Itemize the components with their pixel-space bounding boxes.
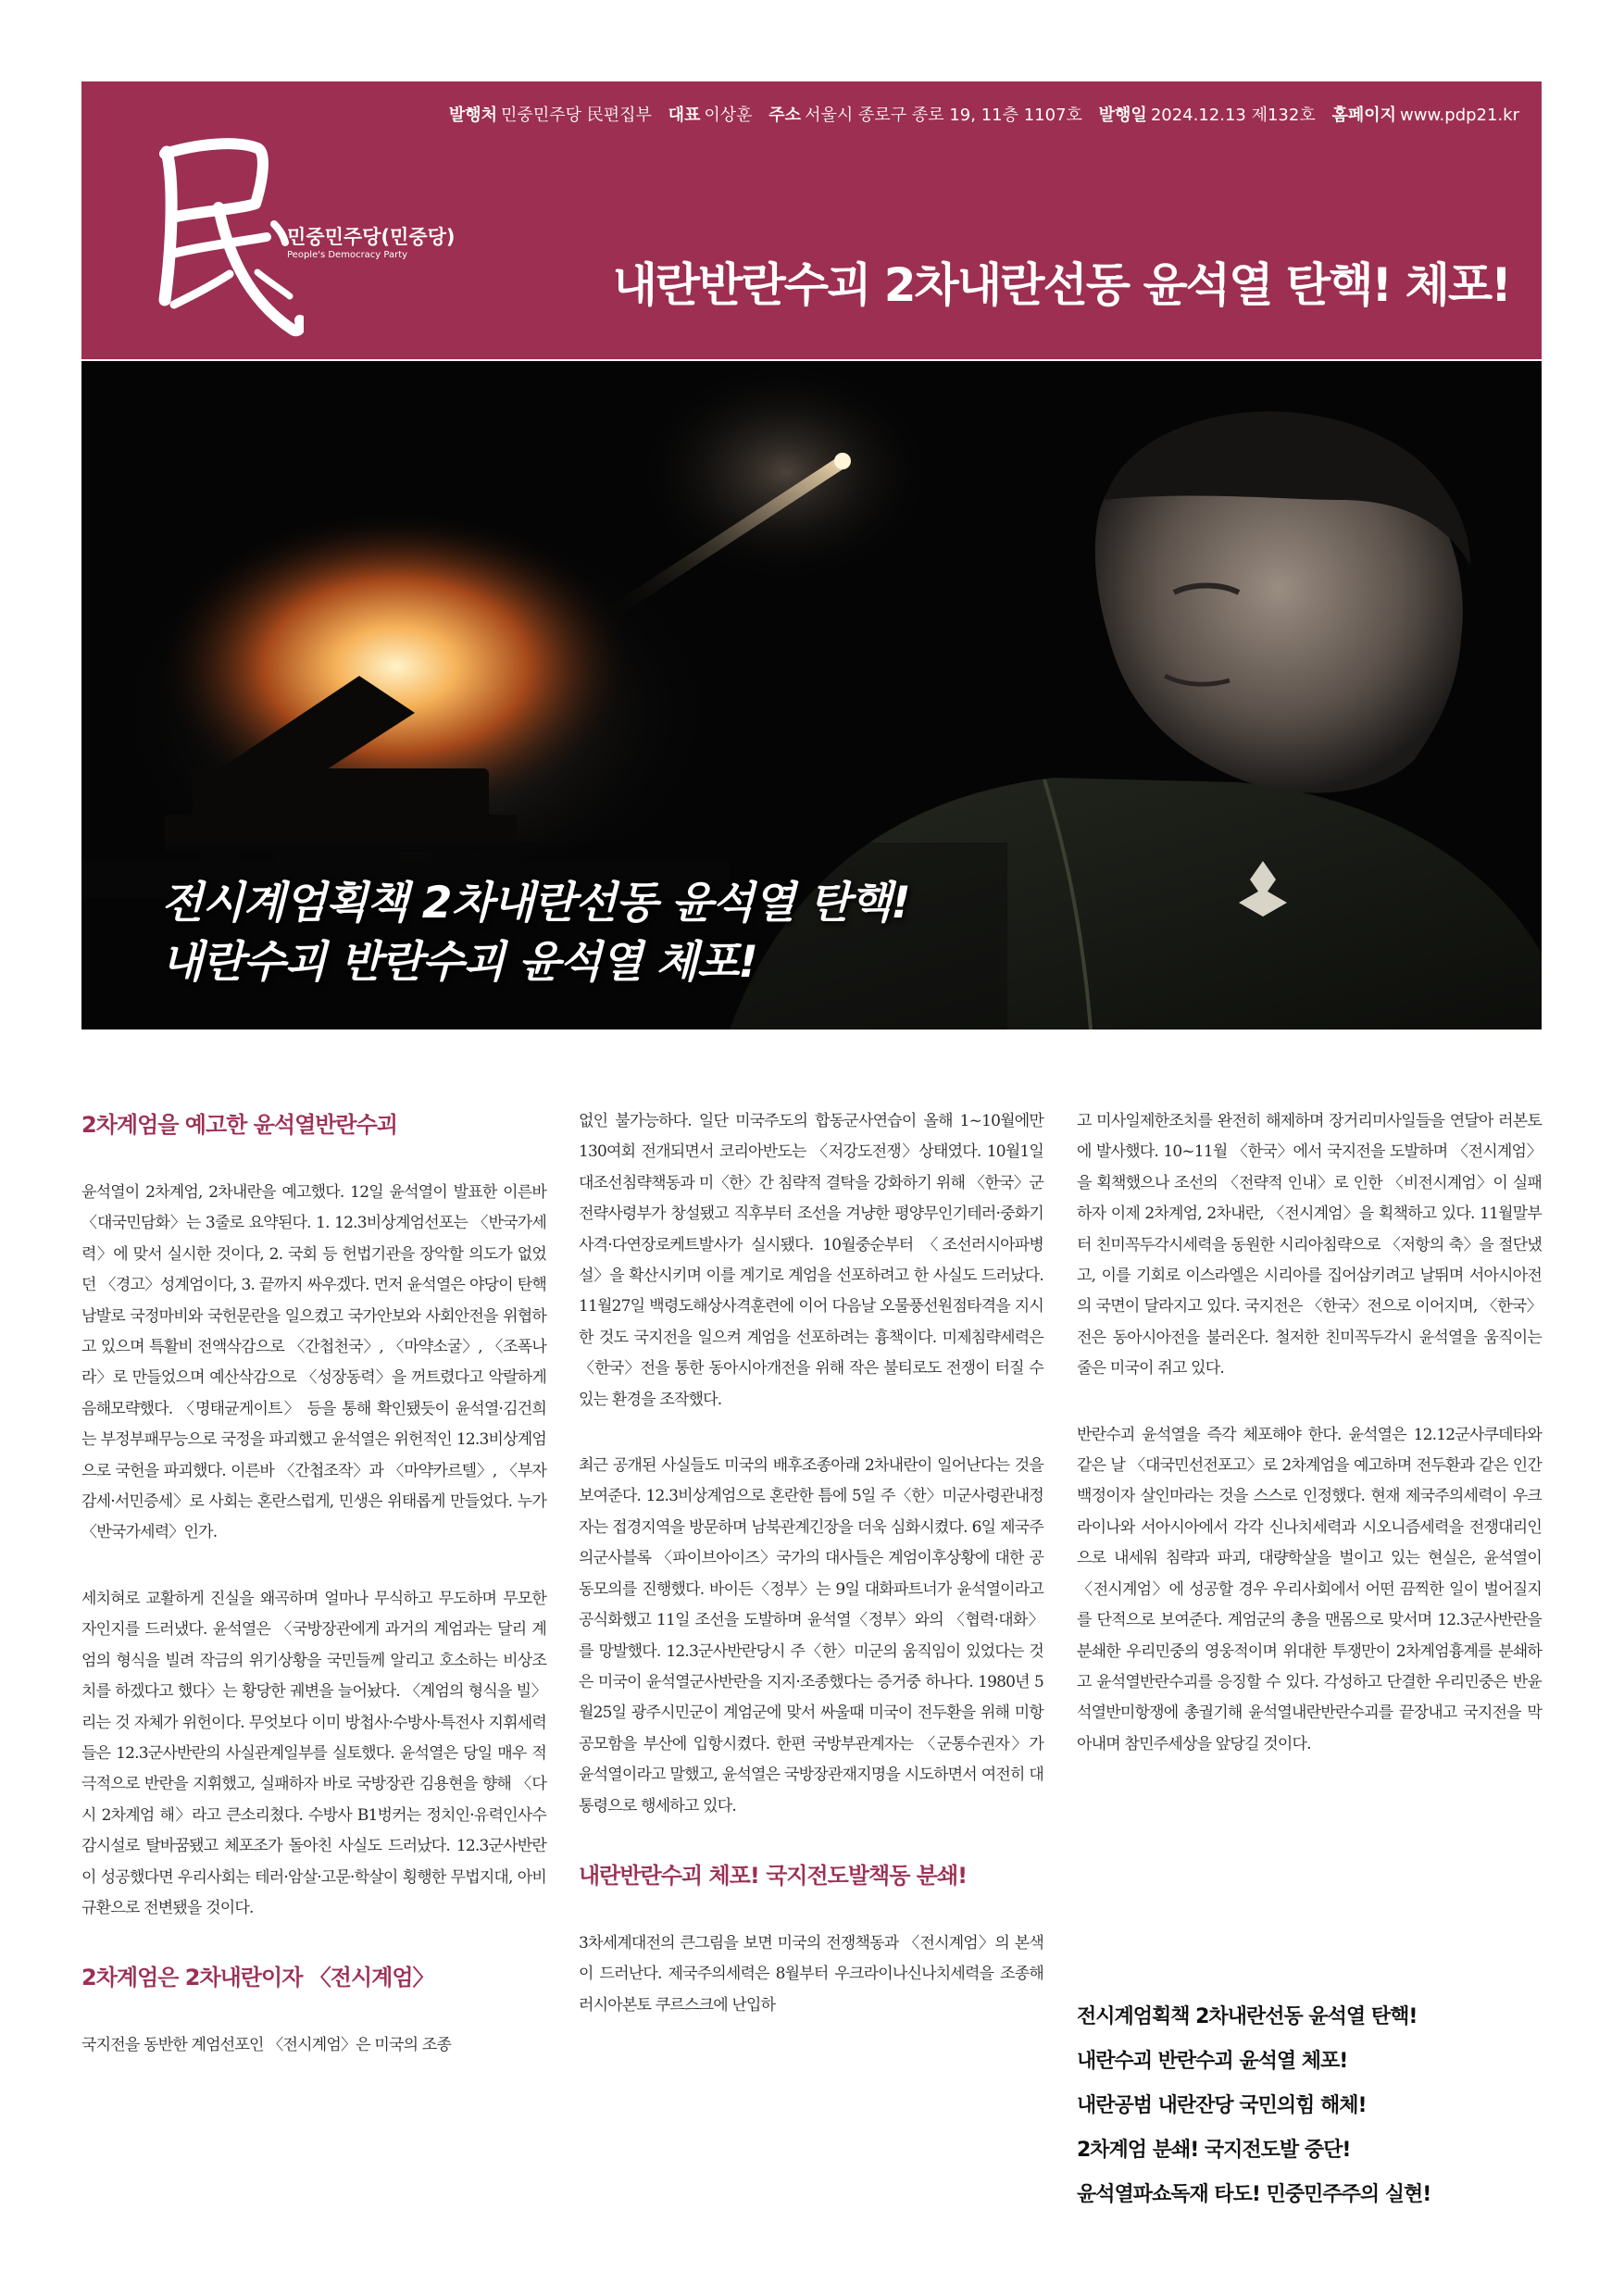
pubinfo-label: 주소 <box>768 106 802 125</box>
slogan-list <box>1077 1995 1542 2217</box>
slogan-item: 윤석열파쇼독재 타도! 민중민주주의 실현! <box>1077 2183 1431 2206</box>
masthead <box>81 81 1542 359</box>
party-logo-calligraphy <box>119 115 304 346</box>
pubinfo-label: 발행처 <box>448 106 498 125</box>
pubinfo-label: 발행일 <box>1098 106 1147 125</box>
hero-photo <box>81 361 1542 1029</box>
section-heading: 2차계엄은 2차내란이자 〈전시계엄〉 <box>81 1965 434 1991</box>
article-paragraph: 반란수괴 윤석열을 즉각 체포해야 한다. 윤석열은 12.12군사쿠데타와 같은 날 〈대국민선전포고〉로 2차계엄을 예고하며 전두환과 같은 인간백정이자 살인마라는 것을 스스로 인정했다. 현재 제국주의세력이 우크라이나와 서아시아에서 각각 신나치세력과 시오니즘세력을 전쟁대리인으로 내세워 침략과 파괴, 대량학살을 벌이고 있는 현실은, 윤석열이 〈전시계엄〉에 성공할 경우 우리사회에서 어떤 끔찍한 일이 벌어질지를 단적으로 보여준다. 계엄군의 총을 맨몸으로 맞서며 12.3군사반란을 분쇄한 우리민중의 영웅적이며 위대한 투쟁만이 2차계엄흉계를 분쇄하고 윤석열반란수괴를 응징할 수 있다. 각성하고 단결한 우리민중은 반윤석열반미항쟁에 총궐기해 윤석열내란반란수괴를 끝장내고 국지전을 막아내며 참민주세상을 앞당길 것이다. <box>1077 1425 1542 1753</box>
article-paragraph: 윤석열이 2차계엄, 2차내란을 예고했다. 12일 윤석열이 발표한 이른바 〈대국민담화〉는 3줄로 요약된다. 1. 12.3비상계엄선포는 〈반국가세력〉에 맞서 실시한 것이다, 2. 국회 등 헌법기관을 장악할 의도가 없었던 〈경고〉성계엄이다, 3. 끝까지 싸우겠다. 먼저 윤석열은 야당이 탄핵남발로 국정마비와 국헌문란을 일으켰고 국가안보와 사회안전을 위협하고 있으며 특활비 전액삭감으로 〈간첩천국〉, 〈마약소굴〉, 〈조폭나라〉로 만들었으며 예산삭감으로 〈성장동력〉을 꺼트렸다고 악랄하게 음해모략했다. 〈명태균게이트〉 등을 통해 확인됐듯이 윤석열·김건희는 부정부패무능으로 국정을 파괴했고 윤석열은 위헌적인 12.3비상계엄으로 국헌을 파괴했다. 이른바 〈간첩조작〉과 〈마약카르텔〉, 〈부자감세·서민증세〉로 사회는 혼란스럽게, 민생은 위태롭게 만들었다. 누가 〈반국가세력〉인가. <box>81 1183 546 1542</box>
pubinfo-value: www.pdp21.kr <box>1400 106 1519 125</box>
article-paragraph: 최근 공개된 사실들도 미국의 배후조종아래 2차내란이 일어난다는 것을 보여준다. 12.3비상계엄으로 혼란한 틈에 5일 주〈한〉미군사령관내정자는 접경지역을 방문하며 남북관계긴장을 더욱 심화시켰다. 6일 제국주의군사블록 〈파이브아이즈〉국가의 대사들은 계엄이후상황에 대한 공동모의를 진행했다. 바이든〈정부〉는 9일 대화파트너가 윤석열이라고 공식화했고 11일 조선을 도발하며 윤석열〈정부〉와의 〈협력·대화〉를 망발했다. 12.3군사반란당시 주〈한〉미군의 움직임이 있었다는 것은 미국이 윤석열군사반란을 지지·조종했다는 증거중 하나다. 1980년 5월25일 광주시민군이 계엄군에 맞서 싸울때 미국이 전두환을 위해 미항공모함을 부산에 입항시켰다. 한편 국방부관계자는 〈군통수권자〉가 윤석열이라고 말했고, 윤석열은 국방장관재지명을 시도하면서 여전히 대통령으로 행세하고 있다. <box>579 1456 1043 1816</box>
publication-info <box>449 102 1519 126</box>
slogan-item: 내란수괴 반란수괴 윤석열 체포! <box>1077 2050 1348 2073</box>
hero-caption-line-1: 전시계엄획책 2차내란선동 윤석열 탄핵! <box>161 878 910 929</box>
pubinfo-value: 이상훈 <box>704 106 753 125</box>
article-column-3 <box>1077 1106 1542 1760</box>
article-paragraph: 없인 불가능하다. 일단 미국주도의 합동군사연습이 올해 1~10월에만 130여회 전개되면서 코리아반도는 〈저강도전쟁〉상태였다. 10월1일 대조선침략책동과 미〈한〉간 침략적 결탁을 강화하기 위해 〈한국〉군전략사령부가 창설됐고 직후부터 조선을 겨냥한 평양무인기테러·중화기사격·다연장로케트발사가 실시됐다. 10월중순부터 〈조선러시아파병설〉을 확산시키며 이를 계기로 계엄을 선포하려고 한 사실도 드러났다. 11월27일 백령도해상사격훈련에 이어 다음날 오물풍선원점타격을 지시한 것도 국지전을 일으켜 계엄을 선포하려는 흉책이다. 미제침략세력은 〈한국〉전을 통한 동아시아개전을 위해 작은 불티로도 전쟁이 터질 수 있는 환경을 조작했다. <box>579 1112 1043 1409</box>
page-headline: 내란반란수괴 2차내란선동 윤석열 탄핵! 체포! <box>612 258 1510 312</box>
article-paragraph: 국지전을 동반한 계엄선포인 〈전시계엄〉은 미국의 조종 <box>81 2036 452 2055</box>
slogan-item: 내란공범 내란잔당 국민의힘 해체! <box>1077 2094 1367 2117</box>
article-paragraph: 고 미사일제한조치를 완전히 해제하며 장거리미사일들을 연달아 러본토에 발사했다. 10~11월 〈한국〉에서 국지전을 도발하며 〈전시계엄〉을 획책했으나 조선의 〈전략적 인내〉로 인한 〈비전시계엄〉이 실패하자 이제 2차계엄, 2차내란, 〈전시계엄〉을 획책하고 있다. 11월말부터 친미꼭두각시세력을 동원한 시리아침략으로 〈저항의 축〉을 절단냈고, 이를 기회로 이스라엘은 시리아를 집어삼키려고 날뛰며 서아시아전의 국면이 달라지고 있다. 국지전은 〈한국〉전으로 이어지며, 〈한국〉전은 동아시아전을 불러온다. 철저한 친미꼭두각시 윤석열을 움직이는 줄은 미국이 쥐고 있다. <box>1077 1112 1542 1379</box>
pubinfo-value: 2024.12.13 제132호 <box>1150 106 1316 125</box>
party-name: 민중민주당(민중당) <box>287 226 456 248</box>
hero-caption-line-2: 내란수괴 반란수괴 윤석열 체포! <box>161 937 757 988</box>
pubinfo-value: 서울시 종로구 종로 19, 11층 1107호 <box>805 106 1082 125</box>
party-name-english: People's Democracy Party <box>287 250 408 260</box>
pubinfo-label: 홈페이지 <box>1331 106 1397 125</box>
article-column-2 <box>579 1106 1043 2021</box>
section-heading: 2차계엄을 예고한 윤석열반란수괴 <box>81 1112 397 1138</box>
article-paragraph: 세치혀로 교활하게 진실을 왜곡하며 얼마나 무식하고 무도하며 무모한 자인지를 드러냈다. 윤석열은 〈국방장관에게 과거의 계엄과는 달리 계엄의 형식을 빌려 작금의 위기상황을 국민들께 알리고 호소하는 비상조치를 하겠다고 했다〉는 황당한 궤변을 늘어놨다. 〈계엄의 형식을 빌〉리는 것 자체가 위헌이다. 무엇보다 이미 방첩사·수방사·특전사 지휘세력들은 12.3군사반란의 사실관계일부를 실토했다. 윤석열은 당일 매우 적극적으로 반란을 지휘했고, 실패하자 바로 국방장관 김용현을 향해 〈다시 2차계엄 해〉라고 큰소리쳤다. 수방사 B1벙커는 정치인·유력인사수감시설로 탈바꿈됐고 체포조가 돌아친 사실도 드러났다. 12.3군사반란이 성공했다면 우리사회는 테러·암살·고문·학살이 횡행한 무법지대, 아비규환으로 전변됐을 것이다. <box>81 1589 546 1917</box>
pubinfo-value: 민중민주당 民편집부 <box>501 106 652 125</box>
article-column-1 <box>81 1106 546 2062</box>
article-paragraph: 3차세계대전의 큰그림을 보면 미국의 전쟁책동과 〈전시계엄〉의 본색이 드러난다. 제국주의세력은 8월부터 우크라이나신나치세력을 조종해 러시아본토 쿠르스크에 난입하 <box>579 1933 1043 2015</box>
section-heading: 내란반란수괴 체포! 국지전도발책동 분쇄! <box>579 1862 968 1889</box>
slogan-item: 2차계엄 분쇄! 국지전도발 중단! <box>1077 2139 1351 2162</box>
pubinfo-label: 대표 <box>668 106 701 125</box>
slogan-item: 전시계엄획책 2차내란선동 윤석열 탄핵! <box>1077 2005 1418 2028</box>
